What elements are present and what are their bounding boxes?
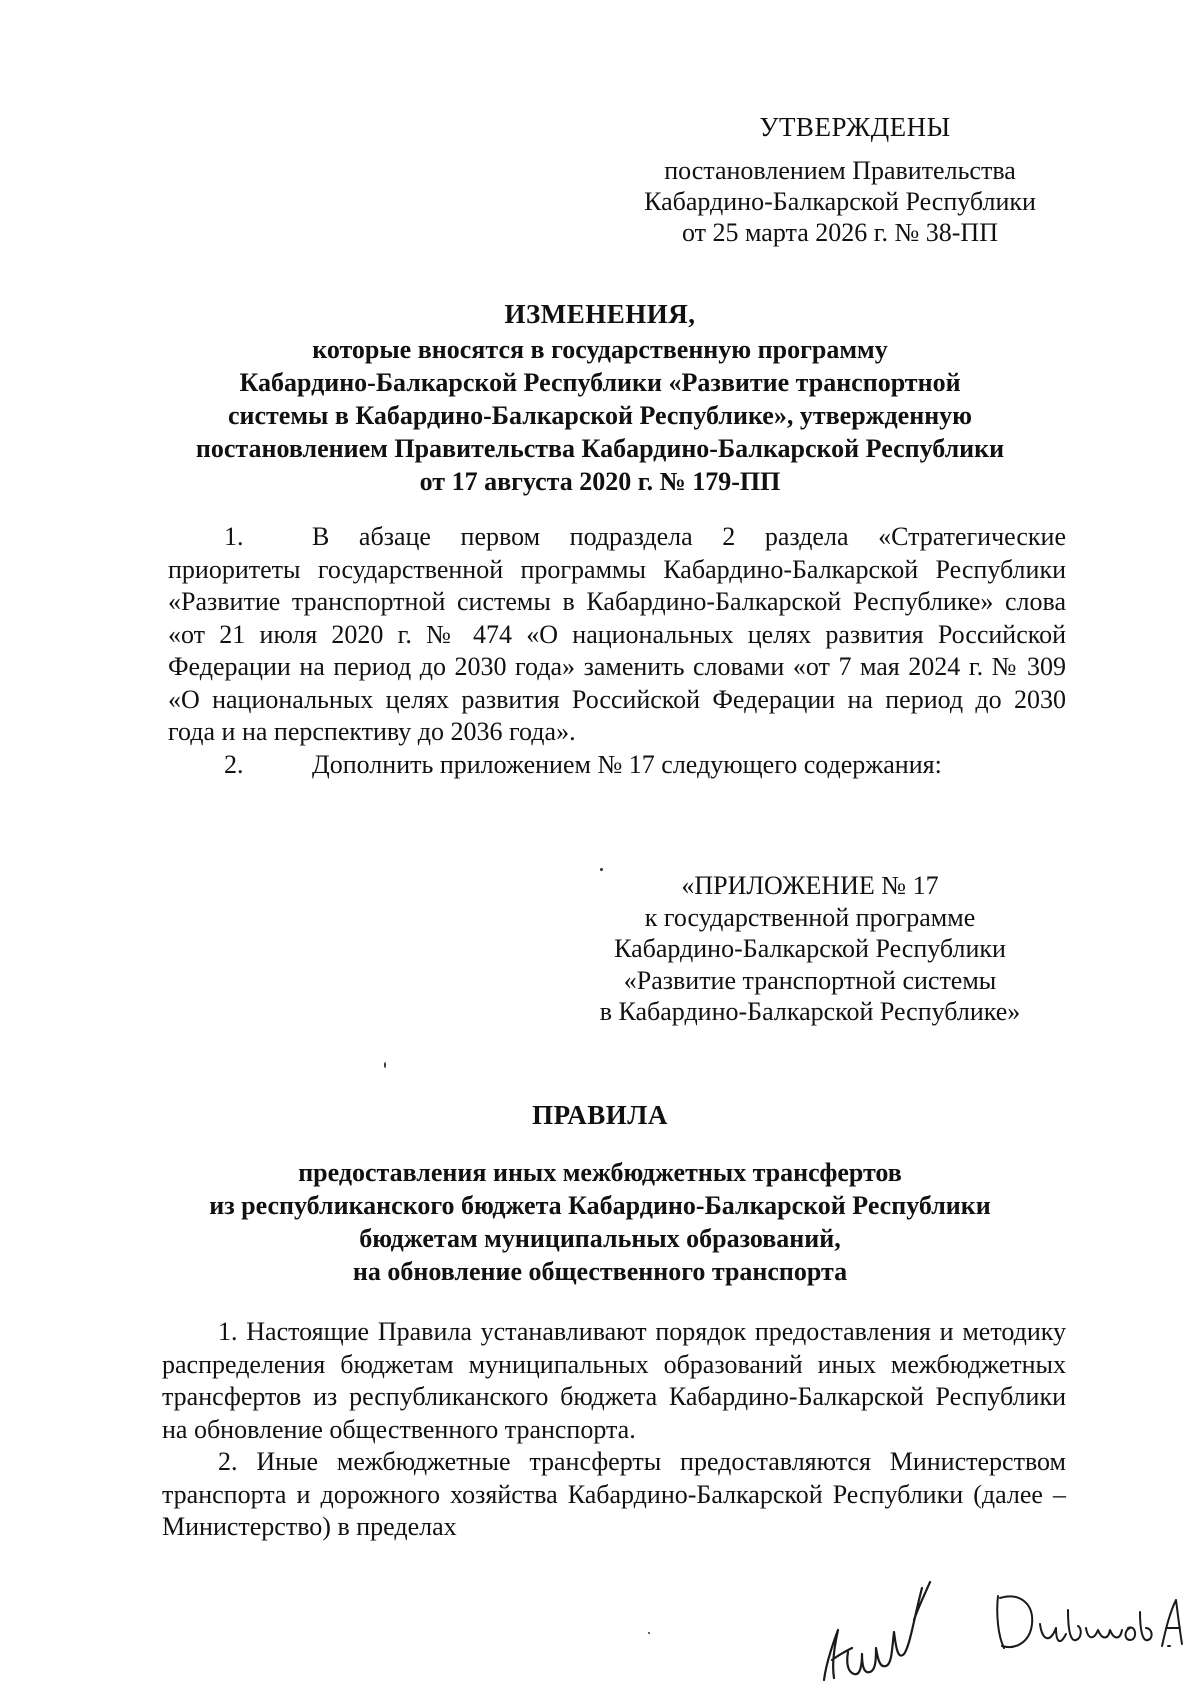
- item-text: Дополнить приложением № 17 следующего содержания:: [312, 749, 942, 779]
- rules-line-4: на обновление общественного транспорта: [352, 1257, 848, 1286]
- changes-line-2: Кабардино-Балкарской Республики «Развитие транспортной: [239, 368, 961, 397]
- item-number: 2.: [224, 749, 244, 779]
- approval-block: [600, 112, 1080, 248]
- appendix-line-4: «Развитие транспортной системы: [623, 965, 997, 995]
- appendix-line-2: к государственной программе: [644, 902, 976, 932]
- item-number: 1.: [224, 522, 244, 551]
- rule-item-2: 2. Иные межбюджетные трансферты предоставляются Министерством транспорта и дорожного хозяйства Кабардино-Балкарской Республики (далее – Министерство) в пределах: [162, 1447, 1066, 1541]
- rules-line-3: бюджетам муниципальных образований,: [359, 1224, 841, 1253]
- changes-line-3: системы в Кабардино-Балкарской Республике», утвержденную: [227, 401, 973, 430]
- changes-line-1: которые вносятся в государственную программу: [312, 335, 888, 364]
- appendix-line-3: Кабардино-Балкарской Республики: [614, 934, 1006, 963]
- approval-line-3: от 25 марта 2026 г. № 38-ПП: [682, 218, 998, 247]
- approval-line-2: Кабардино-Балкарской Республики: [644, 187, 1036, 216]
- rules-line-2: из республиканского бюджета Кабардино-Балкарской Республики: [209, 1191, 991, 1220]
- change-item-1: [168, 521, 1066, 749]
- rules-heading: [130, 1156, 1070, 1288]
- scan-speck: [648, 1632, 650, 1634]
- changes-title: ИЗМЕНЕНИЯ,: [504, 299, 696, 329]
- item-text: В абзаце первом подраздела 2 раздела «Стратегические приоритеты государственной программы Кабардино-Балкарской Республики «Развитие транспортной системы в Кабардино-Балкарской Республике» слова «от 21 июля 2020 г. № 474 «О национальных целях развития Российской Федерации на период до 2030 года» заменить словами «от 7 мая 2024 г. № 309 «О национальных целях развития Российской Федерации на период до 2030 года и на перспективу до 2036 года».: [168, 522, 1066, 746]
- rule-item-1: 1. Настоящие Правила устанавливают порядок предоставления и методику распределения бюджетам муниципальных образований иных межбюджетных трансфертов из республиканского бюджета Кабардино-Балкарской Республики на обновление общественного транспорта.: [162, 1317, 1066, 1444]
- changes-line-5: от 17 августа 2020 г. № 179-ПП: [419, 467, 781, 496]
- handwritten-name: [990, 1584, 1190, 1664]
- changes-items: [168, 521, 1066, 781]
- rules-title: ПРАВИЛА: [532, 1100, 668, 1130]
- scan-speck: [384, 1062, 386, 1068]
- rules-items: [162, 1316, 1066, 1544]
- approval-line-1: постановлением Правительства: [664, 156, 1016, 185]
- approval-heading: УТВЕРЖДЕНЫ: [759, 112, 951, 142]
- changes-heading: [130, 298, 1070, 498]
- change-item-2: [168, 749, 1066, 782]
- appendix-line-1: «ПРИЛОЖЕНИЕ № 17: [681, 871, 939, 900]
- rules-line-1: предоставления иных межбюджетных трансфертов: [298, 1158, 902, 1187]
- handwritten-signature: [818, 1568, 936, 1692]
- changes-line-4: постановлением Правительства Кабардино-Балкарской Республики: [195, 434, 1005, 463]
- appendix-line-5: в Кабардино-Балкарской Республике»: [599, 997, 1021, 1026]
- appendix-block: [560, 870, 1060, 1028]
